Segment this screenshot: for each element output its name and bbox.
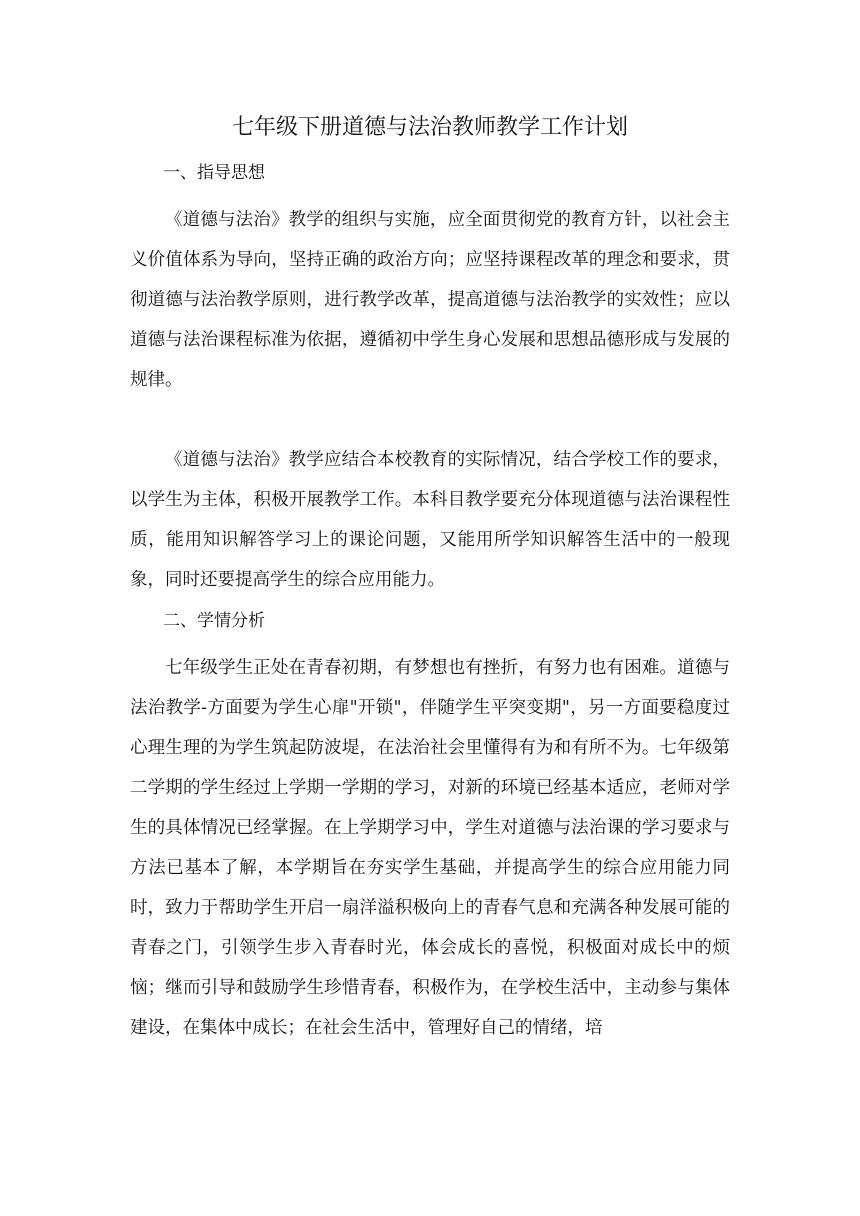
paragraph-guiding-ideology-1: 《道德与法治》教学的组织与实施，应全面贯彻党的教育方针，以社会主义价值体系为导向，坚持正确的政治方向；应坚持课程改革的理念和要求，贯彻道德与法治教学原则，进行教学改革，提高道德与法治教学的实效性；应以道德与法治课程标准为依据，遵循初中学生身心发展和思想品德形成与发展的规律。 [130,210,730,390]
paragraph-guiding-ideology-2: 《道德与法治》教学应结合本校教育的实际情况，结合学校工作的要求，以学生为主体，积极开展教学工作。本科目教学要充分体现道德与法治课程性质，能用知识解答学习上的课论问题，又能用所学知识解答生活中的一般现象，同时还要提高学生的综合应用能力。 [130,450,730,590]
section-heading-student-analysis: 二、学情分析 [163,611,265,631]
document-title: 七年级下册道德与法治教师教学工作计划 [231,115,628,140]
paragraph-student-analysis-1: 七年级学生正处在青春初期，有梦想也有挫折，有努力也有困难。道德与法治教学-方面要为学生心扉"开锁"，伴随学生平突变期"，另一方面要稳度过心理生理的为学生筑起防波堤，在法治社会里懂得有为和有所不为。七年级第二学期的学生经过上学期一学期的学习，对新的环境已经基本适应，老师对学生的具体情况已经掌握。在上学期学习中，学生对道德与法治课的学习要求与方法已基本了解，本学期旨在夯实学生基础，并提高学生的综合应用能力同时，致力于帮助学生开启一扇洋溢积极向上的青春气息和充满各种发展可能的青春之门，引领学生步入青春时光，体会成长的喜悦，积极面对成长中的烦恼；继而引导和鼓励学生珍惜青春，积极作为，在学校生活中，主动参与集体建设，在集体中成长；在社会生活中，管理好自己的情绪，培 [130,658,730,1038]
section-heading-guiding-ideology: 一、指导思想 [163,163,265,183]
